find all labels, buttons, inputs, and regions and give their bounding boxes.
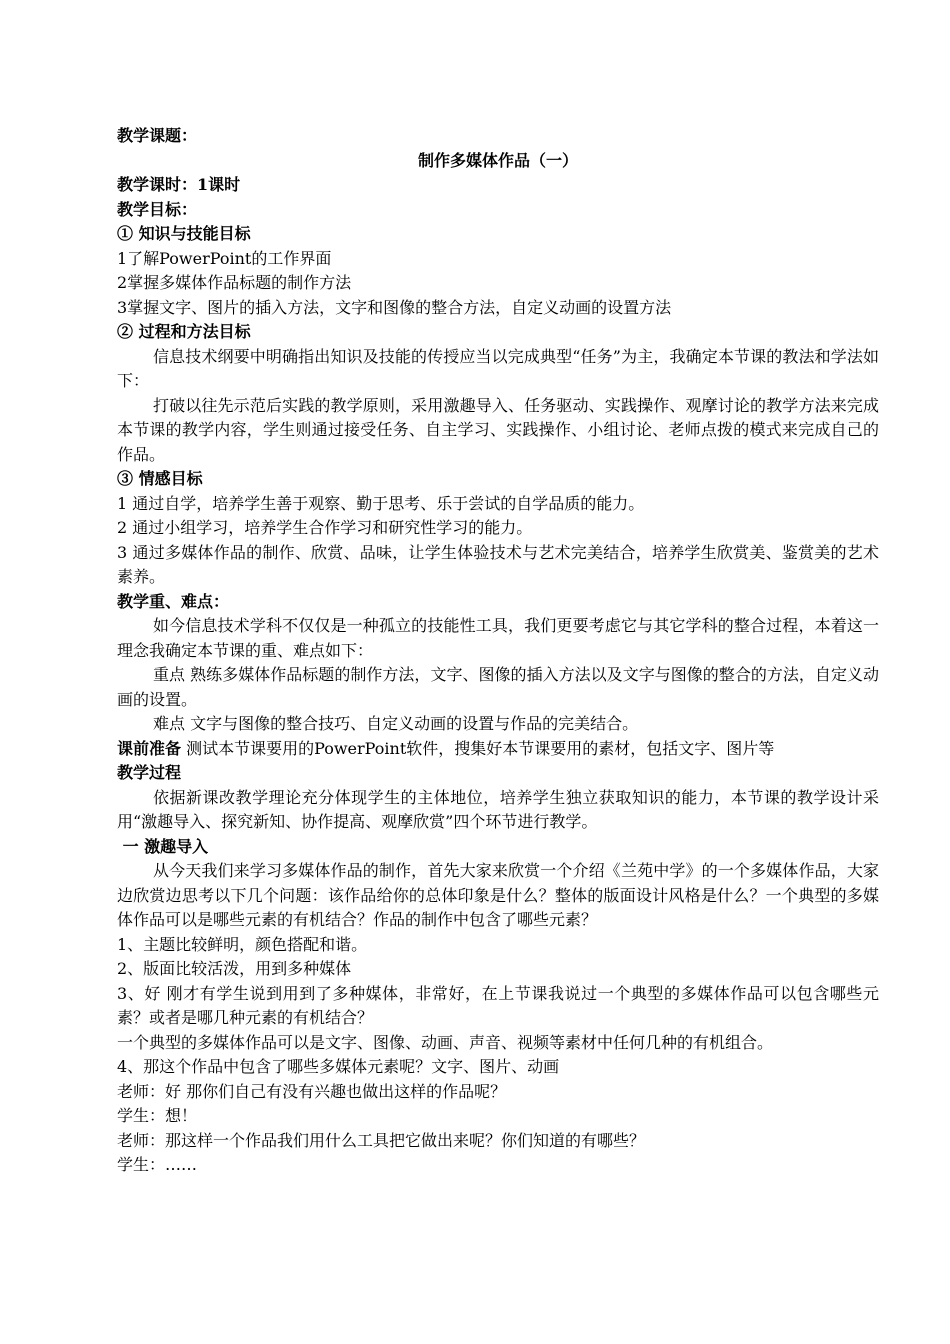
goal2-heading: ② 过程和方法目标 [117, 322, 251, 341]
process-label: 教学过程 [117, 763, 182, 782]
section1-line: 老师：好 那你们自己有没有兴趣也做出这样的作品呢？ [117, 1081, 507, 1101]
process-paragraph: 依据新课改教学理论充分体现学生的主体地位，培养学生独立获取知识的能力，本节课的教学设计采用“激趣导入、探究新知、协作提高、观摩欣赏”四个环节进行教学。 [117, 787, 879, 831]
goals-label: 教学目标： [117, 199, 198, 219]
focus-paragraph: 难点 文字与图像的整合技巧、自定义动画的设置与作品的完美结合。 [153, 714, 639, 733]
goal2-paragraph: 信息技术纲要中明确指出知识及技能的传授应当以完成典型“任务”为主，我确定本节课的教法和学法如下： [117, 346, 879, 390]
subject-label: 教学课题： [117, 126, 198, 145]
goal3-item: 2 通过小组学习，培养学生合作学习和研究性学习的能力。 [117, 518, 533, 537]
goal3-item: 3 通过多媒体作品的制作、欣赏、品味，让学生体验技术与艺术完美结合，培养学生欣赏美、鉴赏美的艺术素养。 [117, 542, 879, 586]
section1-line: 2、版面比较活泼，用到多种媒体 [117, 959, 352, 978]
section1-line: 4、那这个作品中包含了哪些多媒体元素呢？文字、图片、动画 [117, 1057, 560, 1076]
section1-line: 3、好 刚才有学生说到用到了多种媒体，非常好，在上节课我说过一个典型的多媒体作品可以包含哪些元素？或者是哪几种元素的有机结合？ [117, 983, 879, 1027]
section1-line: 老师：那这样一个作品我们用什么工具把它做出来呢？你们知道的有哪些？ [117, 1130, 646, 1150]
section1-line: 1、主题比较鲜明，颜色搭配和谐。 [117, 934, 368, 954]
section1-heading: 一 激趣导入 [117, 836, 209, 856]
section1-paragraph: 从今天我们来学习多媒体作品的制作，首先大家来欣赏一个介绍《兰苑中学》的一个多媒体作品，大家边欣赏边思考以下几个问题：该作品给你的总体印象是什么？整体的版面设计风格是什么？一个典型的多媒体作品可以是哪些元素的有机结合？作品的制作中包含了哪些元素？ [117, 861, 879, 929]
goal2-paragraph: 打破以往先示范后实践的教学原则，采用激趣导入、任务驱动、实践操作、观摩讨论的教学方法来完成本节课的教学内容，学生则通过接受任务、自主学习、实践操作、小组讨论、老师点拨的模式来完成自己的作品。 [117, 395, 879, 464]
goal1-item: 1了解PowerPoint的工作界面 [117, 248, 332, 268]
document-page [117, 124, 879, 1178]
prep-label: 课前准备 [117, 738, 182, 758]
goal3-heading: ③ 情感目标 [117, 469, 203, 488]
prep-text: 测试本节课要用的PowerPoint软件，搜集好本节课要用的素材，包括文字、图片等 [181, 738, 775, 758]
goal1-item: 3掌握文字、图片的插入方法，文字和图像的整合方法，自定义动画的设置方法 [117, 297, 672, 317]
focus-paragraph: 重点 熟练多媒体作品标题的制作方法，文字、图像的插入方法以及文字与图像的整合的方法，自定义动画的设置。 [117, 665, 879, 709]
focus-label: 教学重、难点： [117, 591, 230, 611]
document-title: 制作多媒体作品（一） [417, 150, 578, 170]
focus-paragraph: 如今信息技术学科不仅仅是一种孤立的技能性工具，我们更要考虑它与其它学科的整合过程，本着这一理念我确定本节课的重、难点如下： [117, 616, 879, 660]
section1-line: 学生：…… [117, 1155, 198, 1174]
goal3-item: 1 通过自学，培养学生善于观察、勤于思考、乐于尝试的自学品质的能力。 [117, 493, 645, 513]
prep-line [117, 737, 879, 762]
section1-line: 一个典型的多媒体作品可以是文字、图像、动画、声音、视频等素材中任何几种的有机组合。 [117, 1032, 774, 1052]
section1-line: 学生：想！ [117, 1106, 198, 1125]
goal1-item: 2掌握多媒体作品标题的制作方法 [117, 273, 352, 292]
goal1-heading: ① 知识与技能目标 [117, 224, 251, 243]
lesson-hours: 教学课时：1课时 [117, 175, 241, 194]
